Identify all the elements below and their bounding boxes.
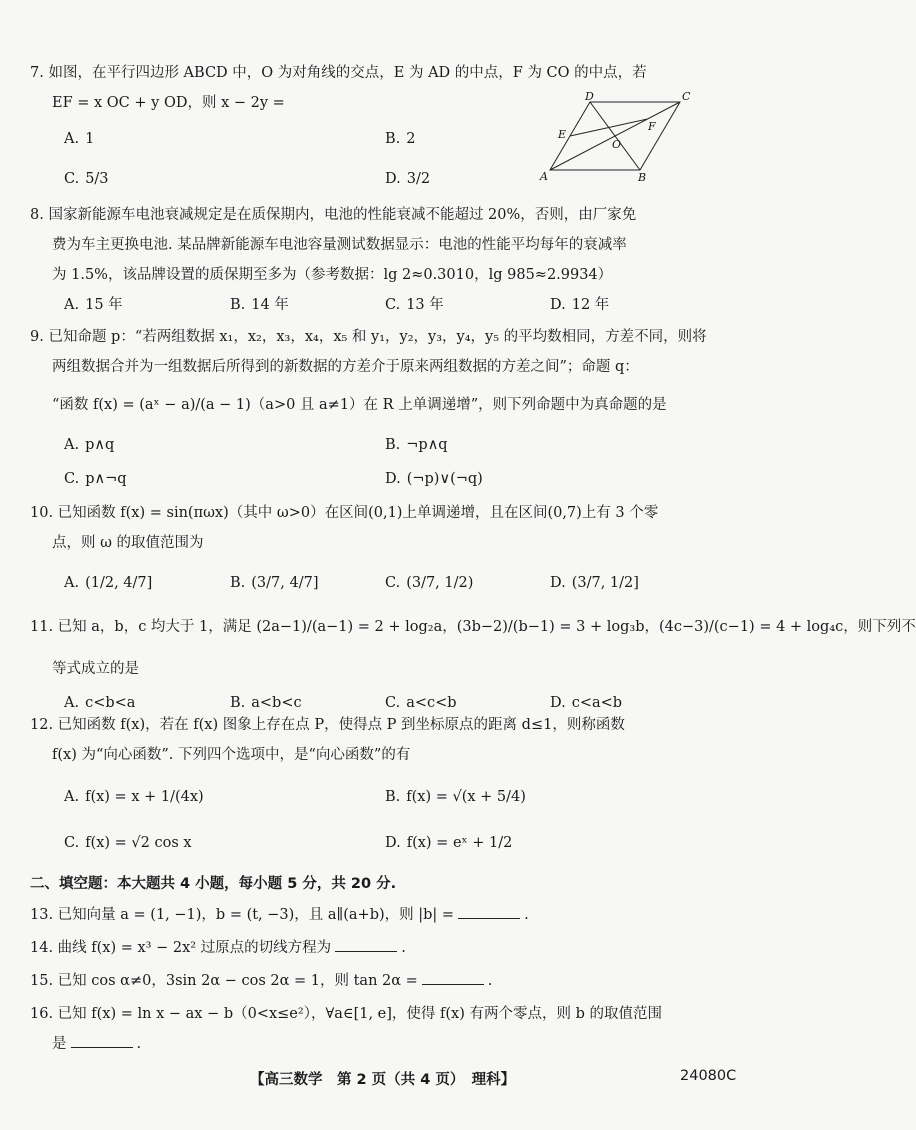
parallelogram-figure — [530, 92, 700, 182]
q7-option-c[interactable] — [64, 164, 109, 194]
option-label: A. — [64, 437, 80, 453]
q8-option-a[interactable] — [64, 290, 123, 320]
option-label: A. — [64, 297, 80, 313]
option-text: 3/2 — [406, 171, 431, 187]
q14-period: . — [401, 940, 406, 956]
q9-stem-line1: 9. 已知命题 p：“若两组数据 x₁，x₂，x₃，x₄，x₅ 和 y₁，y₂，y₃，y₄，y₅ 的平均数相同，方差不同，则将 — [30, 329, 707, 345]
question-11 — [30, 612, 916, 722]
option-label: B. — [230, 575, 246, 591]
option-label: D. — [385, 471, 401, 487]
q12-option-a[interactable] — [64, 782, 204, 812]
section-heading-fill-in: 二、填空题：本大题共 4 小题，每小题 5 分，共 20 分. — [30, 876, 397, 892]
q10-stem-line1: 10. 已知函数 f(x) = sin(πωx)（其中 ω>0）在区间(0,1)上单调递增，且在区间(0,7)上有 3 个零 — [30, 505, 659, 521]
option-text: f(x) = √2 cos x — [85, 835, 192, 851]
option-label: C. — [64, 171, 80, 187]
q10-stem-line2: 点，则 ω 的取值范围为 — [52, 535, 204, 551]
q13-period: . — [524, 907, 529, 923]
q15-period: . — [487, 973, 493, 989]
option-text: (1/2, 4/7] — [85, 575, 153, 591]
q8-stem-line2: 费为车主更换电池. 某品牌新能源车电池容量测试数据显示：电池的性能平均每年的衰减率 — [52, 237, 627, 253]
q9-options-row1 — [30, 430, 770, 464]
q9-option-d[interactable] — [385, 464, 483, 494]
option-text: p∧¬q — [85, 471, 127, 487]
option-label: B. — [230, 297, 246, 313]
option-label: B. — [385, 789, 401, 805]
option-text: ¬p∧q — [406, 437, 448, 453]
q7-option-b[interactable] — [385, 124, 416, 154]
q7-option-a[interactable] — [64, 124, 94, 154]
option-label: D. — [550, 695, 566, 711]
option-text: (3/7, 1/2] — [571, 575, 639, 591]
q10-option-b[interactable] — [230, 568, 318, 598]
point-e-label: E — [558, 128, 567, 141]
q14-text: 14. 曲线 f(x) = x³ − 2x² 过原点的切线方程为 — [30, 940, 332, 956]
question-9 — [30, 322, 770, 498]
q9-stem-line3: “函数 f(x) = (aˣ − a)/(a − 1)（a>0 且 a≠1）在 R 上单调递增”，则下列命题中为真命题的是 — [52, 397, 667, 413]
q16-period: . — [136, 1036, 142, 1052]
q12-stem-line1: 12. 已知函数 f(x)，若在 f(x) 图象上存在点 P，使得点 P 到坐标原点的距离 d≤1，则称函数 — [30, 717, 625, 733]
q13-answer-blank[interactable] — [458, 900, 520, 919]
footer-page-info: 【高三数学 第 2 页（共 4 页） 理科】 — [250, 1072, 516, 1088]
point-c-label: C — [682, 90, 691, 103]
diagonal-bd — [590, 102, 640, 170]
point-o-label: O — [612, 138, 622, 151]
q8-option-d[interactable] — [550, 290, 609, 320]
option-label: B. — [385, 131, 401, 147]
q12-options-row2 — [30, 828, 770, 862]
option-label: A. — [64, 695, 80, 711]
option-text: f(x) = √(x + 5/4) — [406, 789, 526, 805]
option-text: 15 年 — [85, 297, 123, 313]
option-label: D. — [385, 171, 401, 187]
option-text: c<a<b — [571, 695, 623, 711]
q9-stem-line2: 两组数据合并为一组数据后所得到的新数据的方差介于原来两组数据的方差之间”；命题 q： — [52, 359, 639, 375]
option-text: 1 — [85, 131, 95, 147]
option-label: C. — [64, 835, 80, 851]
q10-option-c[interactable] — [385, 568, 473, 598]
q12-option-b[interactable] — [385, 782, 526, 812]
option-text: c<b<a — [85, 695, 136, 711]
q15-answer-blank[interactable] — [422, 966, 484, 985]
option-label: C. — [385, 575, 401, 591]
option-label: C. — [64, 471, 80, 487]
q11-stem-line2: 等式成立的是 — [52, 661, 139, 677]
q8-option-b[interactable] — [230, 290, 289, 320]
footer-exam-code: 24080C — [680, 1068, 737, 1084]
q9-option-b[interactable] — [385, 430, 448, 460]
q9-option-a[interactable] — [64, 430, 114, 460]
option-text: (3/7, 1/2) — [406, 575, 474, 591]
option-text: 13 年 — [406, 297, 444, 313]
q16-stem-line1: 16. 已知 f(x) = ln x − ax − b（0<x≤e²），∀a∈[1, e]，使得 f(x) 有两个零点，则 b 的取值范围 — [30, 1006, 662, 1022]
q12-stem-line2: f(x) 为“向心函数”. 下列四个选项中，是“向心函数”的有 — [52, 747, 411, 763]
option-text: a<c<b — [406, 695, 457, 711]
option-label: C. — [385, 297, 401, 313]
q11-stem-line1: 11. 已知 a，b，c 均大于 1，满足 (2a−1)/(a−1) = 2 + log₂a，(3b−2)/(b−1) = 3 + log₃b，(4c−3)/(c−1) = 4 + log₄c，则下列不 — [30, 619, 916, 635]
option-label: B. — [230, 695, 246, 711]
option-text: (¬p)∨(¬q) — [406, 471, 483, 487]
point-d-label: D — [585, 90, 594, 103]
option-text: 14 年 — [251, 297, 289, 313]
point-f-label: F — [648, 120, 656, 133]
q9-options-row2 — [30, 464, 770, 498]
q7-option-d[interactable] — [385, 164, 430, 194]
option-text: a<b<c — [251, 695, 302, 711]
q14-answer-blank[interactable] — [335, 933, 397, 952]
question-16 — [30, 999, 770, 1059]
option-text: 5/3 — [85, 171, 109, 187]
q7-stem-line1: 7. 如图，在平行四边形 ABCD 中，O 为对角线的交点，E 为 AD 的中点，F 为 CO 的中点，若 — [30, 65, 647, 81]
q15-text: 15. 已知 cos α≠0，3sin 2α − cos 2α = 1，则 tan 2α = — [30, 973, 418, 989]
question-12 — [30, 710, 770, 862]
option-label: D. — [385, 835, 401, 851]
option-text: p∧q — [85, 437, 115, 453]
q7-stem-line2: EF = x OC + y OD，则 x − 2y = — [52, 95, 285, 111]
q8-stem-line3: 为 1.5%，该品牌设置的质保期至多为（参考数据：lg 2≈0.3010，lg 985≈2.9934） — [52, 267, 613, 283]
option-label: C. — [385, 695, 401, 711]
option-text: f(x) = eˣ + 1/2 — [406, 835, 513, 851]
option-label: D. — [550, 575, 566, 591]
question-13 — [30, 900, 770, 930]
question-8 — [30, 200, 770, 324]
option-text: 12 年 — [571, 297, 610, 313]
q8-options — [30, 290, 770, 324]
q10-option-d[interactable] — [550, 568, 639, 598]
option-text: (3/7, 4/7] — [251, 575, 319, 591]
q12-options-row1 — [30, 782, 770, 816]
question-14 — [30, 933, 770, 963]
option-text: 2 — [406, 131, 416, 147]
q8-stem-line1: 8. 国家新能源车电池衰减规定是在质保期内，电池的性能衰减不能超过 20%，否则，由厂家免 — [30, 207, 637, 223]
option-label: A. — [64, 789, 80, 805]
q10-option-a[interactable] — [64, 568, 152, 598]
segment-ef — [570, 119, 648, 136]
option-label: D. — [550, 297, 566, 313]
q16-text: 是 — [52, 1036, 67, 1052]
q13-text: 13. 已知向量 a = (1, −1)，b = (t, −3)，且 a∥(a+b)，则 |b| = — [30, 907, 455, 923]
question-15 — [30, 966, 770, 996]
point-b-label: B — [638, 171, 647, 184]
q10-options — [30, 568, 770, 602]
option-label: A. — [64, 575, 80, 591]
q8-option-c[interactable] — [385, 290, 444, 320]
option-label: A. — [64, 131, 80, 147]
q12-option-c[interactable] — [64, 828, 192, 858]
option-text: f(x) = x + 1/(4x) — [85, 789, 204, 805]
option-label: B. — [385, 437, 401, 453]
q16-answer-blank[interactable] — [71, 1029, 133, 1048]
point-a-label: A — [540, 170, 548, 183]
q12-option-d[interactable] — [385, 828, 512, 858]
q9-option-c[interactable] — [64, 464, 127, 494]
question-10 — [30, 498, 770, 602]
